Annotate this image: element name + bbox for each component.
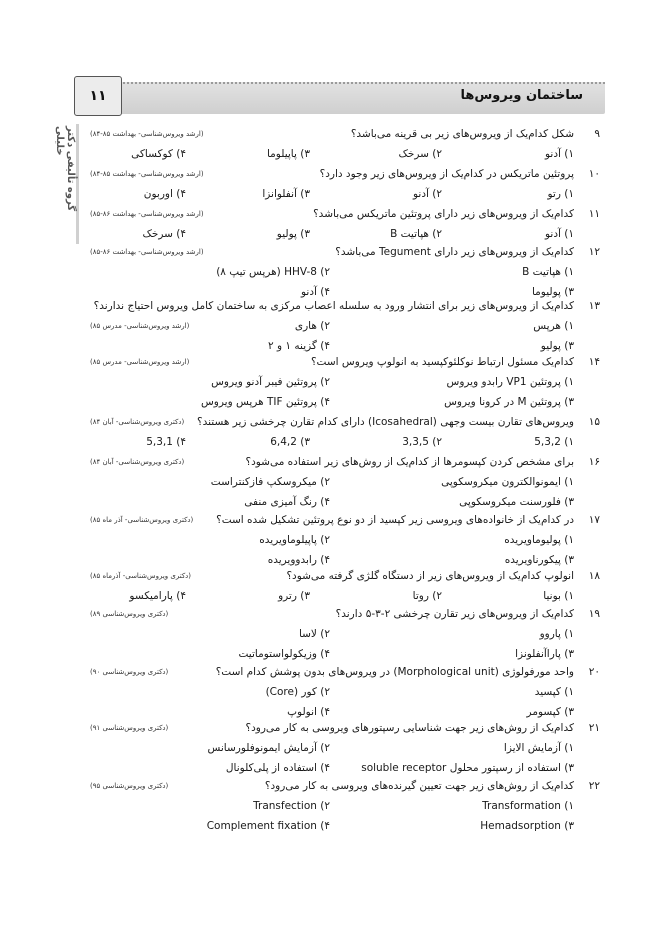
option-4[interactable]: ۴) انولوپ	[287, 706, 330, 718]
question-text: کدام‌یک از روش‌های زیر جهت تعیین گیرنده‌های ویروسی به کار می‌رود؟	[264, 780, 574, 792]
question-22	[90, 776, 598, 836]
question-number: ۲۰	[588, 666, 600, 678]
option-4[interactable]: ۴) کوکساکی	[131, 148, 186, 160]
option-2[interactable]: ۲) لاسا	[298, 628, 330, 640]
question-source: (دکتری ویروس‌شناسی ۹۱)	[90, 724, 169, 732]
page-number: ۱۱	[74, 76, 122, 116]
options-row	[90, 624, 598, 644]
options-row	[90, 796, 598, 816]
option-4[interactable]: ۴) رابدوویریده	[267, 554, 330, 566]
option-3[interactable]: ۳) پاپیلوما	[266, 148, 310, 160]
question-11	[90, 204, 598, 244]
question-number: ۱۴	[588, 356, 600, 368]
options-row	[90, 184, 598, 204]
question-source: (ارشد ویروس‌شناسی- بهداشت ۸۶-۸۵)	[90, 248, 204, 256]
option-2[interactable]: ۲) 3,3,5	[402, 436, 442, 448]
option-1[interactable]: ۱) پروتئین VP1 رابدو ویروس	[446, 376, 574, 388]
question-14	[90, 352, 598, 412]
question-number: ۱۱	[588, 208, 600, 220]
side-bar	[76, 124, 79, 244]
options-row	[90, 682, 598, 702]
option-1[interactable]: ۱) بونیا	[543, 590, 574, 602]
question-text: پروتئین ماتریکس در کدام‌یک از ویروس‌های زیر وجود دارد؟	[319, 168, 574, 180]
option-2[interactable]: ۲) پاپیلوماویریده	[259, 534, 330, 546]
question-source: (ارشد ویروس‌شناسی- بهداشت ۸۶-۸۵)	[90, 210, 204, 218]
options-row	[90, 432, 598, 452]
question-9	[90, 124, 598, 164]
question-18	[90, 566, 598, 606]
side-brand: گروه تألیفی دکتر خلیلی	[54, 126, 76, 212]
options-row	[90, 530, 598, 550]
options-row	[90, 644, 598, 664]
option-4[interactable]: ۴) آدنو	[300, 286, 330, 298]
question-19	[90, 604, 598, 664]
option-3[interactable]: ۳) پولیو	[540, 340, 574, 352]
question-number: ۱۰	[588, 168, 600, 180]
question-source: (دکتری ویروس‌شناسی- آبان ۸۴)	[90, 418, 185, 426]
question-source: (ارشد ویروس‌شناسی- بهداشت ۸۵-۸۴)	[90, 130, 204, 138]
question-text: کدام‌یک از ویروس‌های زیر تقارن چرخشی ۲-۳-۵ دارند؟	[335, 608, 574, 620]
options-row	[90, 144, 598, 164]
question-13	[90, 296, 598, 356]
option-4[interactable]: ۴) Complement fixation	[206, 820, 330, 832]
option-3[interactable]: ۳) رترو	[278, 590, 310, 602]
option-2[interactable]: ۲) آزمایش ایمونوفلورسانس	[207, 742, 330, 754]
option-3[interactable]: ۳) پولیوما	[531, 286, 574, 298]
question-text: کدام‌یک از ویروس‌های زیر دارای پروتئین ماتریکس می‌باشد؟	[313, 208, 574, 220]
question-source: (ارشد ویروس‌شناسی- مدرس ۸۵)	[90, 358, 190, 366]
option-3[interactable]: ۳) استفاده از رسپتور محلول soluble receptor	[361, 762, 574, 774]
options-row	[90, 224, 598, 244]
option-1[interactable]: ۱) آدنو	[544, 228, 574, 240]
options-row	[90, 316, 598, 336]
question-number: ۱۹	[588, 608, 600, 620]
option-1[interactable]: ۱) آدنو	[544, 148, 574, 160]
option-1[interactable]: ۱) هپاتیت B	[522, 266, 574, 278]
option-2[interactable]: ۲) هپاتیت B	[390, 228, 442, 240]
option-2[interactable]: ۲) Transfection	[253, 800, 330, 812]
options-row	[90, 738, 598, 758]
option-1[interactable]: ۱) پاروو	[539, 628, 574, 640]
question-source: (دکتری ویروس‌شناسی- آبان ۸۴)	[90, 458, 185, 466]
options-row	[90, 758, 598, 778]
question-text: شکل کدام‌یک از ویروس‌های زیر بی‌ قرینه می‌باشد؟	[350, 128, 574, 140]
options-row	[90, 472, 598, 492]
option-2[interactable]: ۲) روتا	[412, 590, 442, 602]
question-15	[90, 412, 598, 452]
question-17	[90, 510, 598, 570]
option-4[interactable]: ۴) پروتئین TIF هرپس ویروس	[200, 396, 330, 408]
option-2[interactable]: ۲) سرخک	[398, 148, 442, 160]
option-1[interactable]: ۱) کپسید	[534, 686, 574, 698]
option-2[interactable]: ۲) HHV-8 (هرپس تیپ ۸)	[216, 266, 330, 278]
option-1[interactable]: ۱) هرپس	[533, 320, 574, 332]
question-20	[90, 662, 598, 722]
question-text: کدام‌یک از ویروس‌های زیر دارای Tegument می‌باشد؟	[335, 246, 574, 258]
option-3[interactable]: ۳) Hemadsorption	[480, 820, 574, 832]
option-4[interactable]: ۴) پارامیکسو	[129, 590, 186, 602]
options-row	[90, 492, 598, 512]
option-3[interactable]: ۳) پولیو	[276, 228, 310, 240]
option-4[interactable]: ۴) اوربون	[143, 188, 186, 200]
question-text: ویروس‌های تقارن بیست وجهی (Icosahedral) دارای کدام تقارن چرخشی زیر هستند؟	[197, 416, 574, 428]
question-source: (دکتری ویروس‌شناسی- آذرماه ۸۵)	[90, 572, 192, 580]
option-4[interactable]: ۴) 5,3,1	[146, 436, 186, 448]
question-number: ۱۷	[588, 514, 600, 526]
option-1[interactable]: ۱) رتو	[547, 188, 574, 200]
question-text: در کدام‌یک از خانواده‌های ویروسی زیر کپسید از دو نوع پروتئین تشکیل شده است؟	[216, 514, 574, 526]
options-row	[90, 372, 598, 392]
option-2[interactable]: ۲) میکروسکپ فازکنتراست	[210, 476, 330, 488]
option-4[interactable]: ۴) گزینه ۱ و ۲	[268, 340, 330, 352]
question-text: واحد مورفولوژی (Morphological unit) در ویروس‌های بدون پوشش کدام است؟	[215, 666, 574, 678]
option-1[interactable]: ۱) آزمایش الایزا	[503, 742, 574, 754]
question-number: ۲۱	[588, 722, 600, 734]
option-3[interactable]: ۳) آنفلوانزا	[262, 188, 310, 200]
option-3[interactable]: ۳) 6,4,2	[270, 436, 310, 448]
question-text: کدام‌یک از روش‌های زیر جهت شناسایی رسپتورهای ویروسی به کار می‌رود؟	[245, 722, 574, 734]
question-text: کدام‌یک مسئول ارتباط نوکلئوکپسید به انولوپ ویروس است؟	[310, 356, 574, 368]
question-source: (ارشد ویروس‌شناسی- بهداشت ۸۵-۸۴)	[90, 170, 204, 178]
question-10	[90, 164, 598, 204]
question-number: ۱۳	[588, 300, 600, 312]
options-row	[90, 392, 598, 412]
question-number: ۹	[594, 128, 600, 140]
question-number: ۱۶	[588, 456, 600, 468]
header-dotted-rule	[120, 82, 605, 84]
question-source: (ارشد ویروس‌شناسی- مدرس ۸۵)	[90, 322, 190, 330]
question-text: انولوپ کدام‌یک از ویروس‌های زیر از دستگاه گلژی گرفته می‌شود؟	[286, 570, 574, 582]
question-16	[90, 452, 598, 512]
options-row	[90, 816, 598, 836]
question-12	[90, 242, 598, 302]
option-4[interactable]: ۴) سرخک	[142, 228, 186, 240]
question-source: (دکتری ویروس‌شناسی ۹۵)	[90, 782, 169, 790]
option-3[interactable]: ۳) فلورسنت میکروسکوپی	[459, 496, 574, 508]
question-source: (دکتری ویروس‌شناسی ۹۰)	[90, 668, 169, 676]
option-4[interactable]: ۴) رنگ آمیزی منفی	[244, 496, 330, 508]
option-3[interactable]: ۳) کپسومر	[526, 706, 574, 718]
option-4[interactable]: ۴) وزیکولواستوماتیت	[238, 648, 330, 660]
option-2[interactable]: ۲) آدنو	[412, 188, 442, 200]
option-3[interactable]: ۳) پاراآنفلونزا	[515, 648, 574, 660]
option-1[interactable]: ۱) ایمونوالکترون میکروسکوپی	[441, 476, 574, 488]
question-number: ۱۲	[588, 246, 600, 258]
options-row	[90, 586, 598, 606]
option-1[interactable]: ۱) Transformation	[482, 800, 574, 812]
option-4[interactable]: ۴) استفاده از پلی‌کلونال	[225, 762, 330, 774]
option-1[interactable]: ۱) پولیوماویریده	[504, 534, 574, 546]
question-text: کدام‌یک از ویروس‌های زیر برای انتشار ورود به سلسله اعصاب مرکزی به ساختمان کامل ویروس احتیاج ندارند؟	[93, 300, 574, 312]
options-row	[90, 262, 598, 282]
question-source: (دکتری ویروس‌شناسی- آذر ماه ۸۵)	[90, 516, 194, 524]
question-text: برای مشخص کردن کپسومرها از کدام‌یک از روش‌های زیر استفاده می‌شود؟	[245, 456, 574, 468]
question-number: ۲۲	[588, 780, 600, 792]
question-21	[90, 718, 598, 778]
option-2[interactable]: ۲) کور (Core)	[265, 686, 330, 698]
question-number: ۱۸	[588, 570, 600, 582]
option-3[interactable]: ۳) پروتئین M در کرونا ویروس	[444, 396, 574, 408]
option-2[interactable]: ۲) هاری	[294, 320, 330, 332]
option-3[interactable]: ۳) پیکورناویریده	[504, 554, 574, 566]
question-source: (دکتری ویروس‌شناسی ۸۹)	[90, 610, 169, 618]
page-title: ساختمان ویروس‌ها	[460, 88, 583, 103]
option-1[interactable]: ۱) 5,3,2	[534, 436, 574, 448]
question-number: ۱۵	[588, 416, 600, 428]
option-2[interactable]: ۲) پروتئین فیبر آدنو ویروس	[211, 376, 330, 388]
